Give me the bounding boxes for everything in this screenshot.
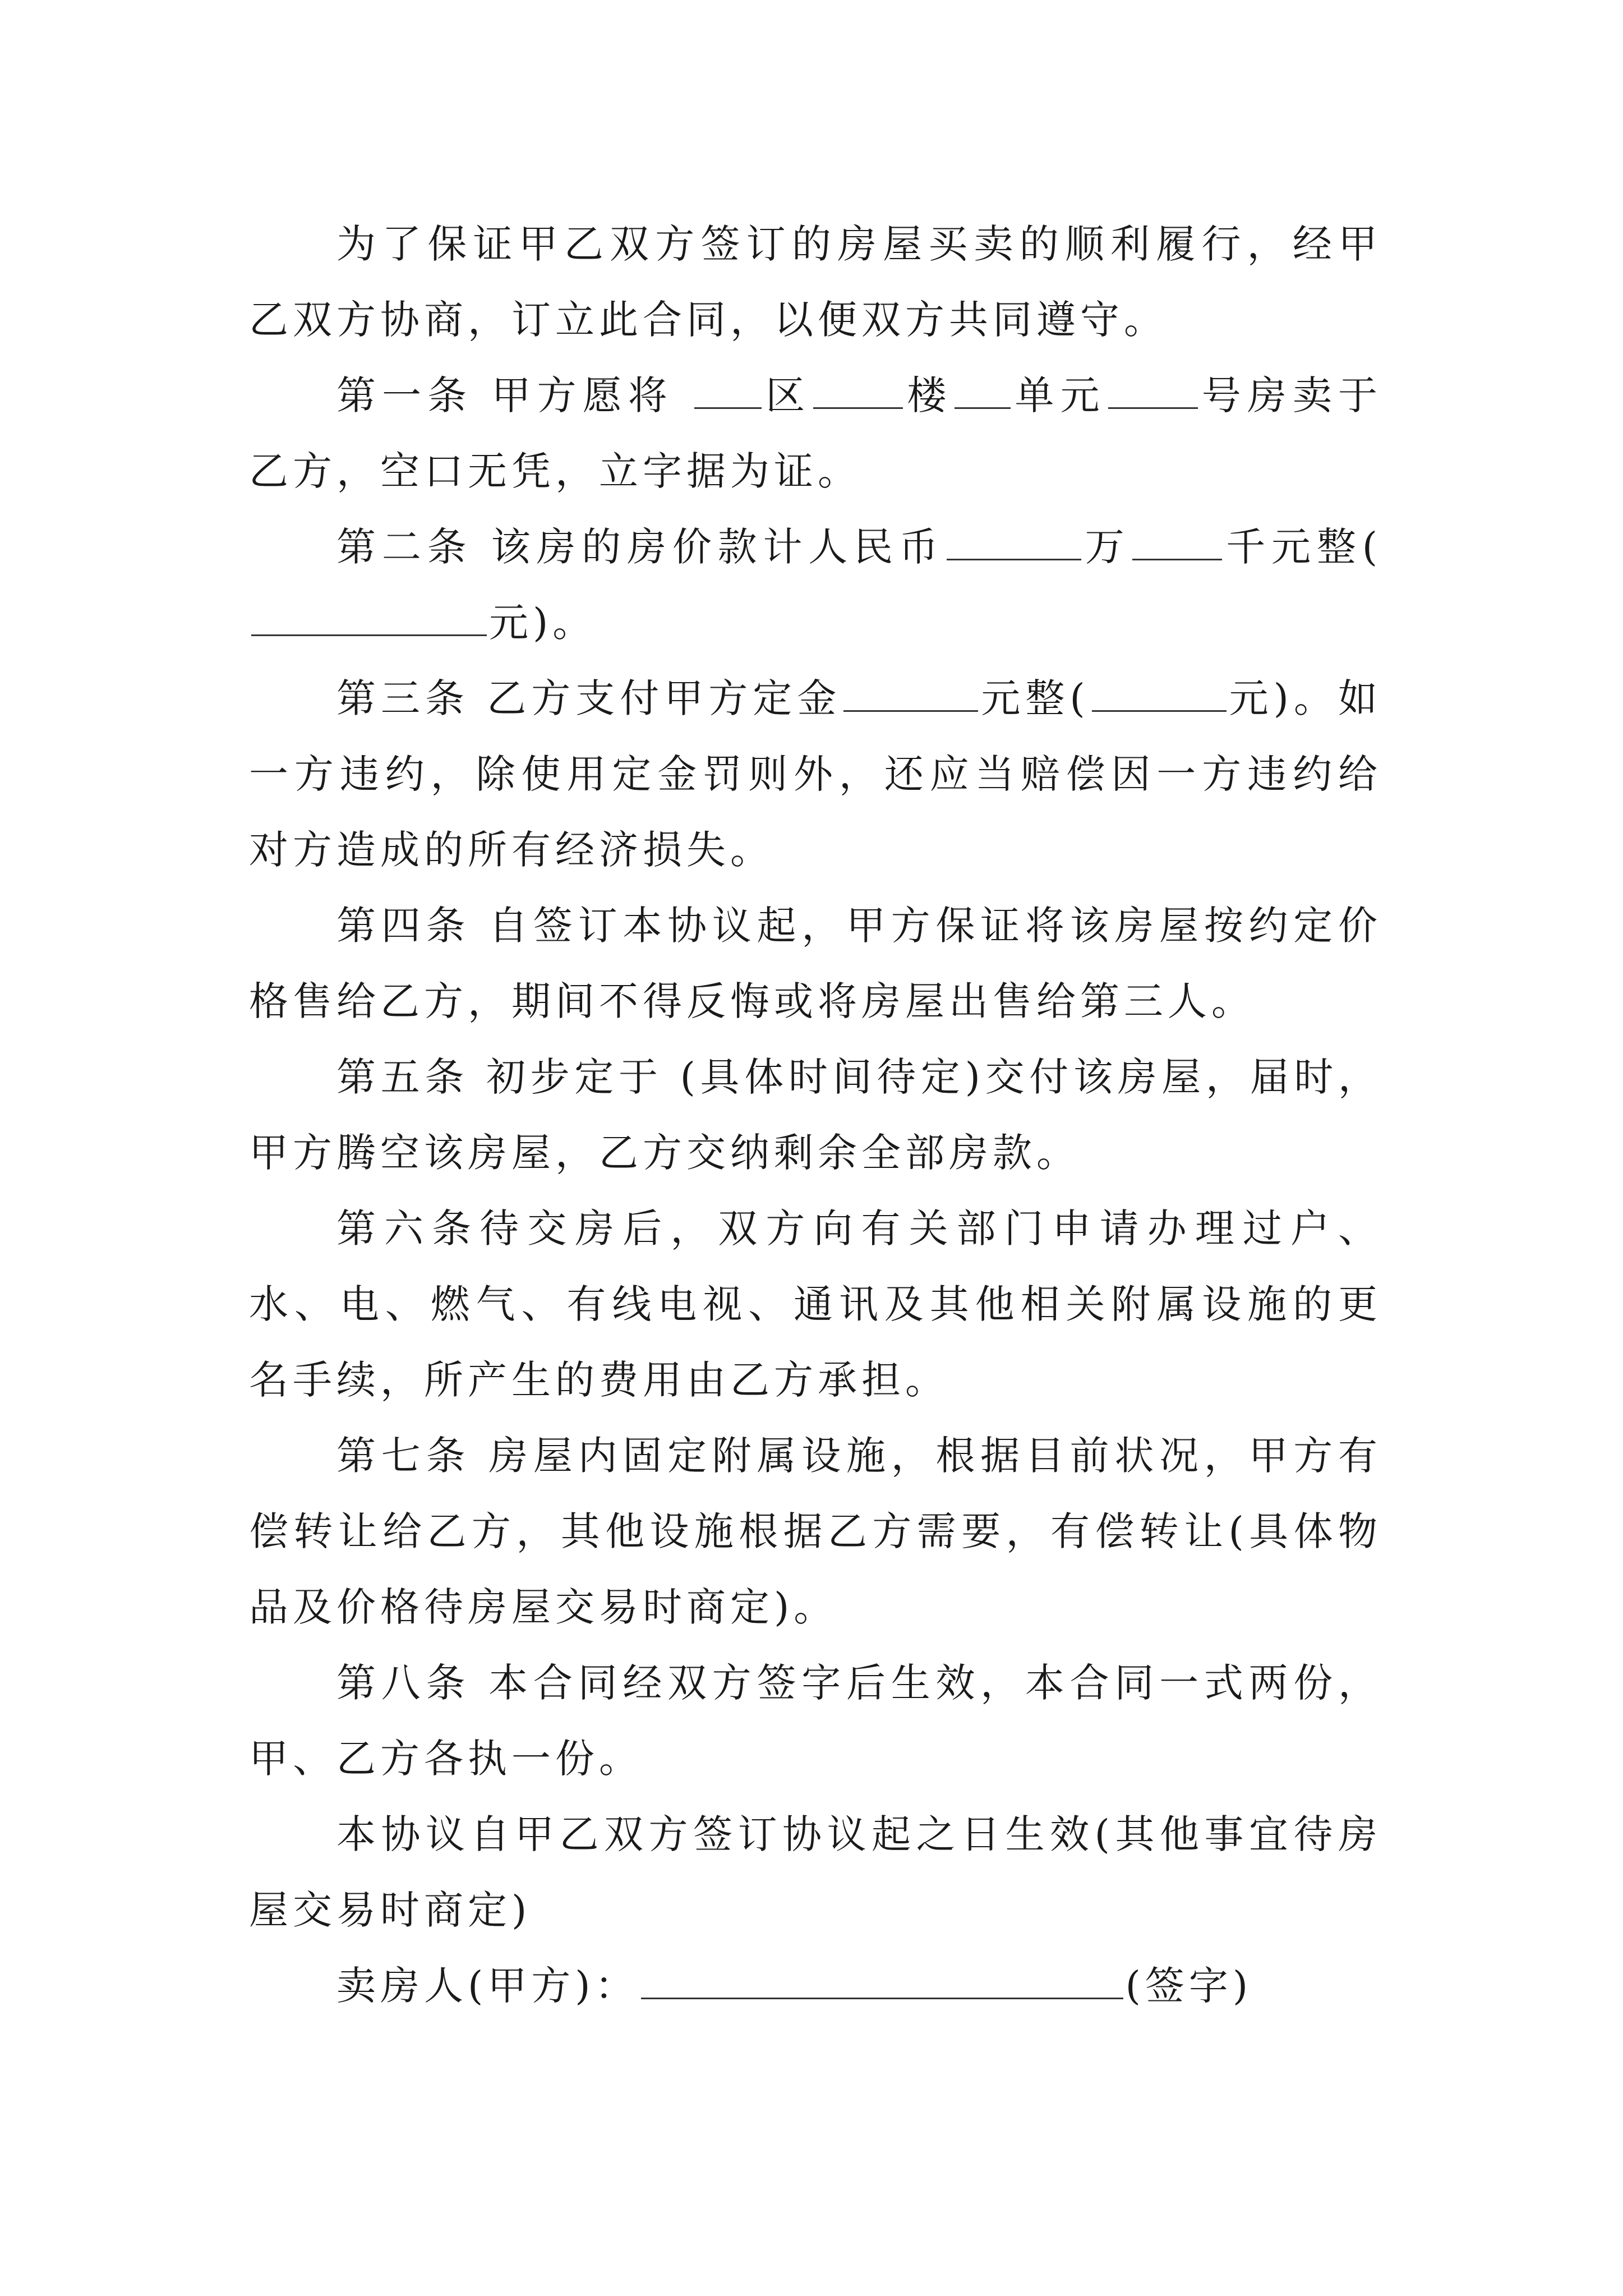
district-blank bbox=[694, 374, 762, 409]
article-3-text-b: 元整( bbox=[980, 675, 1090, 721]
unit-blank bbox=[955, 374, 1011, 409]
article-5: 第五条 初步定于 (具体时间待定)交付该房屋，届时，甲方腾空该房屋，乙方交纳剩余全部房款。 bbox=[249, 1054, 1382, 1176]
article-6: 第六条待交房后，双方向有关部门申请办理过户、水、电、燃气、有线电视、通讯及其他相关附属设施的更名手续，所产生的费用由乙方承担。 bbox=[249, 1205, 1382, 1403]
article-1-text-d: 单元 bbox=[1013, 372, 1106, 418]
contract-body bbox=[249, 206, 1382, 2024]
room-number-blank bbox=[1108, 374, 1198, 409]
article-2 bbox=[249, 509, 1382, 661]
deposit-total-blank bbox=[1092, 677, 1227, 712]
article-3 bbox=[249, 661, 1382, 888]
article-7: 第七条 房屋内固定附属设施，根据目前状况，甲方有偿转让给乙方，其他设施根据乙方需要，有偿转让(具体物品及价格待房屋交易时商定)。 bbox=[249, 1433, 1382, 1630]
article-2-text-c: 千元整( bbox=[1224, 524, 1382, 570]
seller-signature-line bbox=[249, 1948, 1382, 2024]
price-qian-blank bbox=[1132, 525, 1222, 560]
seller-signature-blank bbox=[641, 1964, 1123, 1999]
building-blank bbox=[813, 374, 903, 409]
article-2-text-b: 万 bbox=[1083, 524, 1131, 570]
deposit-blank bbox=[843, 677, 978, 712]
price-total-blank bbox=[251, 601, 487, 636]
article-2-text-a: 第二条 该房的房价款计人民币 bbox=[336, 524, 944, 570]
article-1 bbox=[249, 358, 1382, 509]
seller-label: 卖房人(甲方)： bbox=[336, 1963, 639, 2009]
article-8: 第八条 本合同经双方签字后生效，本合同一式两份，甲、乙方各执一份。 bbox=[249, 1660, 1382, 1782]
article-3-text-c: 元)。如一方违约，除使用定金罚则外，还应当赔偿因一方违约给对方造成的所有经济损失。 bbox=[249, 675, 1382, 873]
article-1-text-e: 号房卖于乙方，空口无凭，立字据为证。 bbox=[249, 372, 1382, 494]
article-1-text-b: 区 bbox=[764, 372, 811, 418]
article-2-text-d: 元)。 bbox=[489, 600, 597, 646]
article-3-text-a: 第三条 乙方支付甲方定金 bbox=[336, 675, 842, 721]
article-4: 第四条 自签订本协议起，甲方保证将该房屋按约定价格售给乙方，期间不得反悔或将房屋出售给第三人。 bbox=[249, 903, 1382, 1024]
article-1-text-c: 楼 bbox=[905, 372, 953, 418]
price-wan-blank bbox=[947, 525, 1081, 560]
intro-paragraph: 为了保证甲乙双方签订的房屋买卖的顺利履行，经甲乙双方协商，订立此合同，以便双方共同遵守。 bbox=[249, 221, 1382, 343]
seller-sign-suffix: (签字) bbox=[1125, 1963, 1253, 2009]
article-1-text-a: 第一条 甲方愿将 bbox=[336, 372, 674, 418]
effective-clause: 本协议自甲乙双方签订协议起之日生效(其他事宜待房屋交易时商定) bbox=[249, 1811, 1382, 1933]
